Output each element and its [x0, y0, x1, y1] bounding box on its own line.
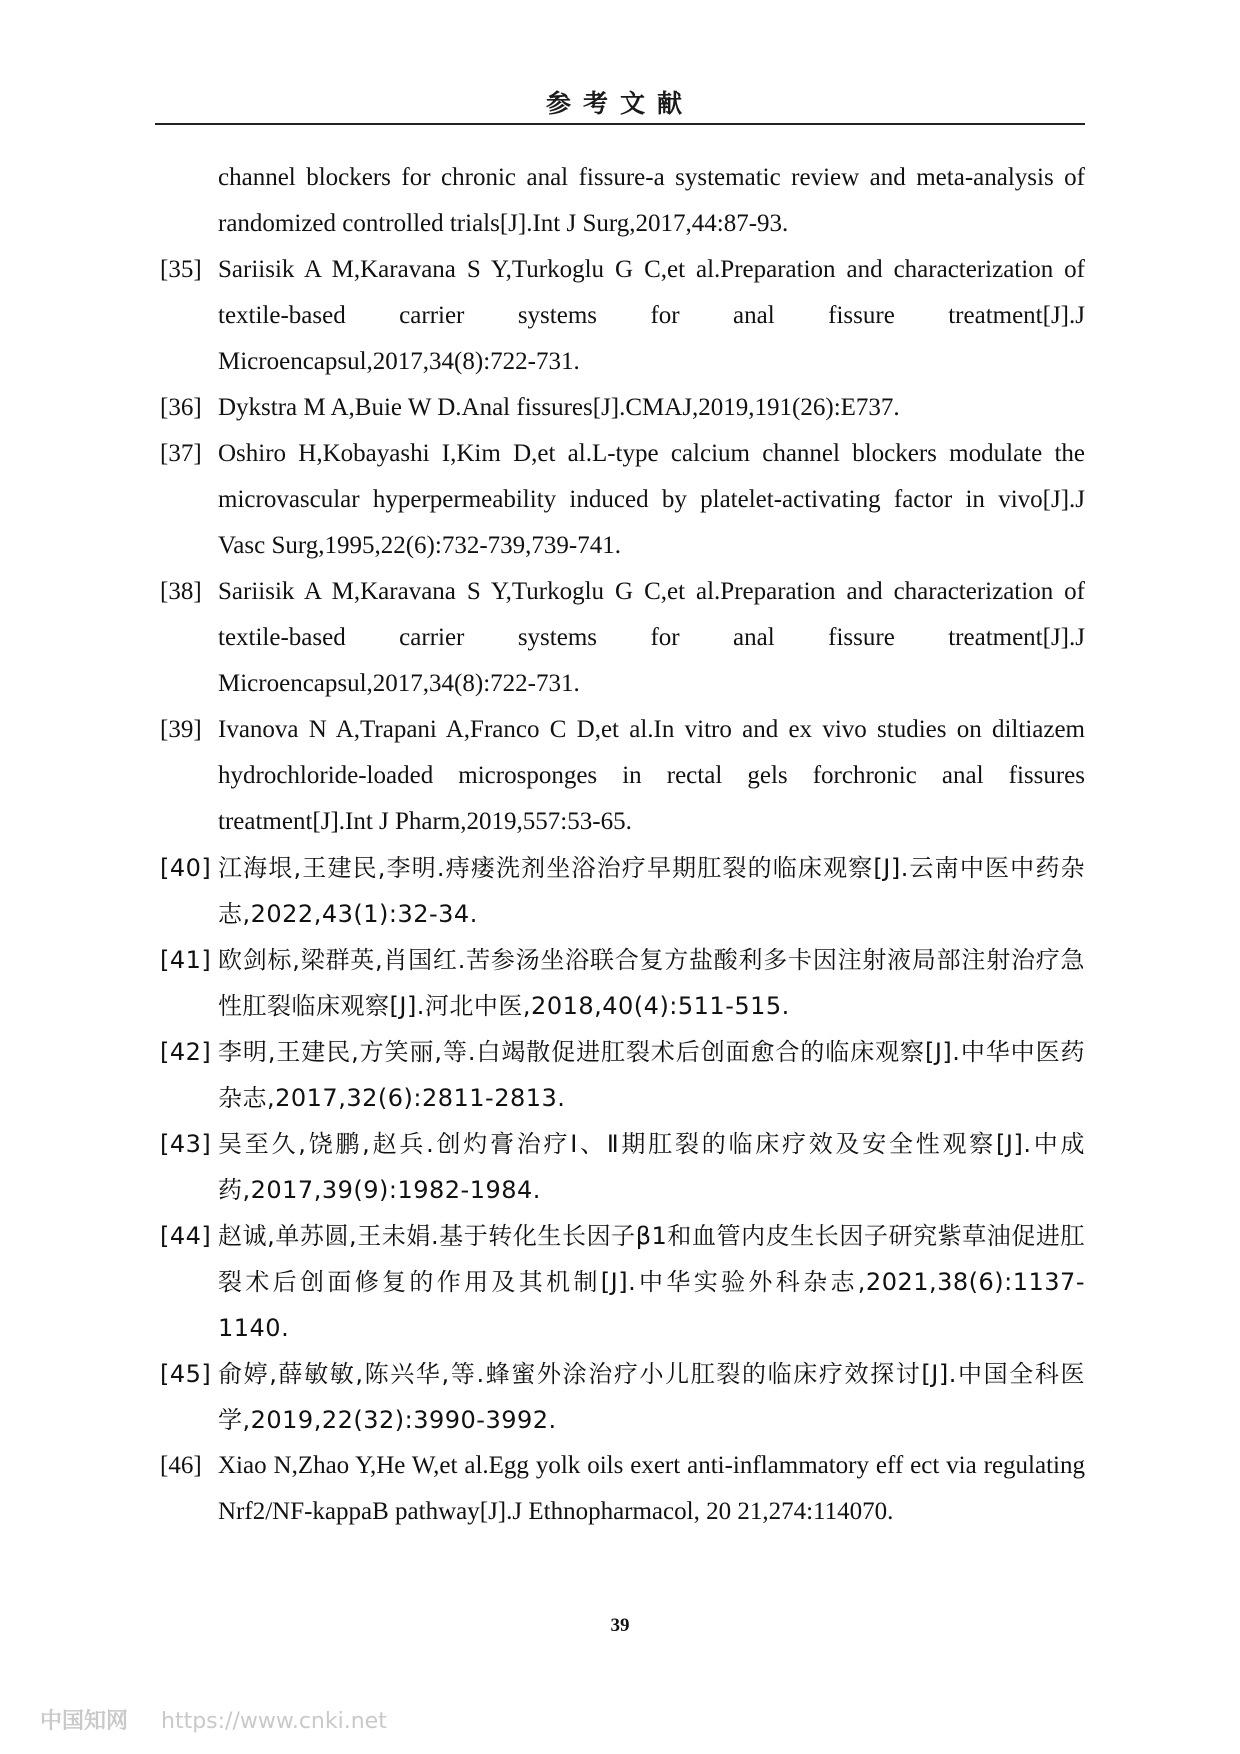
reference-item: [160, 707, 1085, 845]
reference-item: [160, 1213, 1085, 1351]
reference-item: [160, 569, 1085, 707]
reference-text: 欧剑标,梁群英,肖国红.苦参汤坐浴联合复方盐酸利多卡因注射液局部注射治疗急性肛裂临床观察[J].河北中医,2018,40(4):511-515.: [218, 946, 1085, 1020]
reference-text: 赵诚,单苏圆,王未娟.基于转化生长因子β1和血管内皮生长因子研究紫草油促进肛裂术后创面修复的作用及其机制[J].中华实验外科杂志,2021,38(6):1137-1140.: [218, 1222, 1085, 1342]
reference-number: [44]: [160, 1222, 212, 1250]
reference-text: Dykstra M A,Buie W D.Anal fissures[J].CMAJ,2019,191(26):E737.: [218, 394, 900, 421]
header-rule: [155, 123, 1085, 125]
reference-number: [45]: [160, 1360, 212, 1388]
reference-text: 吴至久,饶鹏,赵兵.创灼膏治疗Ⅰ、Ⅱ期肛裂的临床疗效及安全性观察[J].中成药,2017,39(9):1982-1984.: [218, 1130, 1085, 1204]
reference-number: [39]: [160, 716, 202, 743]
reference-item: [160, 1351, 1085, 1443]
page-number: 39: [610, 1615, 630, 1636]
reference-number: [38]: [160, 578, 202, 605]
reference-item: [160, 385, 1085, 431]
reference-number: [46]: [160, 1452, 202, 1479]
reference-list: [160, 155, 1085, 1535]
reference-number: [40]: [160, 854, 212, 882]
reference-number: [42]: [160, 1038, 212, 1066]
reference-number: [43]: [160, 1130, 212, 1158]
watermark: [40, 1704, 387, 1735]
reference-number: [36]: [160, 394, 202, 421]
reference-text: 李明,王建民,方笑丽,等.白竭散促进肛裂术后创面愈合的临床观察[J].中华中医药杂志,2017,32(6):2811-2813.: [218, 1038, 1085, 1112]
reference-item: [160, 431, 1085, 569]
reference-text: Sariisik A M,Karavana S Y,Turkoglu G C,et al.Preparation and characterization of textile-based carrier systems for anal fissure treatment[J].J Microencapsul,2017,34(8):722-731.: [218, 256, 1085, 375]
reference-text: Ivanova N A,Trapani A,Franco C D,et al.In vitro and ex vivo studies on diltiazem hydrochloride-loaded microsponges in rectal gels forchronic anal fissures treatment[J].Int J Pharm,2019,557:53-65.: [218, 716, 1085, 835]
watermark-brand: 中国知网: [40, 1709, 129, 1734]
reference-item: [160, 1029, 1085, 1121]
reference-text: Xiao N,Zhao Y,He W,et al.Egg yolk oils exert anti-inflammatory eff ect via regulating Nrf2/NF-kappaB pathway[J].J Ethnopharmacol, 20 21,274:114070.: [218, 1452, 1085, 1525]
reference-text: Oshiro H,Kobayashi I,Kim D,et al.L-type calcium channel blockers modulate the microvascular hyperpermeability induced by platelet-activating factor in vivo[J].J Vasc Surg,1995,22(6):732-739,739-741.: [218, 440, 1085, 559]
watermark-url: https://www.cnki.net: [161, 1709, 387, 1734]
reference-text: 俞婷,薛敏敏,陈兴华,等.蜂蜜外涂治疗小儿肛裂的临床疗效探讨[J].中国全科医学,2019,22(32):3990-3992.: [218, 1360, 1085, 1434]
reference-continuation: channel blockers for chronic anal fissure-a systematic review and meta-analysis of randomized controlled trials[J].Int J Surg,2017,44:87-93.: [218, 164, 1085, 237]
reference-item: [160, 1443, 1085, 1535]
reference-item: [160, 247, 1085, 385]
reference-text: Sariisik A M,Karavana S Y,Turkoglu G C,et al.Preparation and characterization of textile-based carrier systems for anal fissure treatment[J].J Microencapsul,2017,34(8):722-731.: [218, 578, 1085, 697]
page-header-title: 参考文献: [545, 89, 694, 118]
reference-number: [35]: [160, 256, 202, 283]
reference-item: [160, 845, 1085, 937]
reference-item: [160, 1121, 1085, 1213]
reference-number: [41]: [160, 946, 212, 974]
reference-number: [37]: [160, 440, 202, 467]
reference-text: 江海垠,王建民,李明.痔瘘洗剂坐浴治疗早期肛裂的临床观察[J].云南中医中药杂志,2022,43(1):32-34.: [218, 854, 1085, 928]
reference-item: [160, 937, 1085, 1029]
